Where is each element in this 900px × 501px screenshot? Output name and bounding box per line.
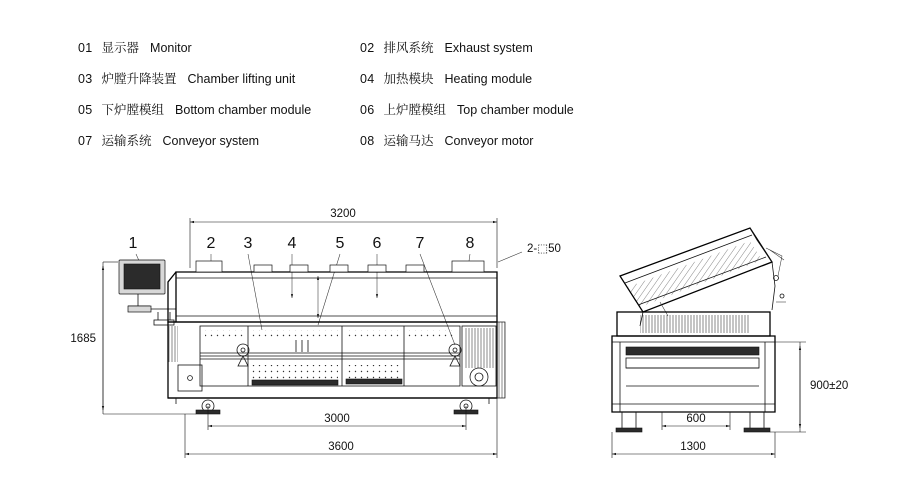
dimension-label-3000: 3000	[324, 413, 350, 425]
side-cabinet	[612, 294, 786, 432]
legend-label-en: Chamber lifting unit	[187, 72, 296, 86]
legend-label-cn: 下炉膛模组	[101, 103, 165, 117]
dimension-label-900: 900±20	[810, 380, 849, 392]
legend-row	[78, 71, 698, 87]
dimension-1300	[612, 432, 775, 458]
dimension-3600	[185, 398, 497, 458]
dimension-label-3200: 3200	[330, 208, 356, 220]
legend-number: 05	[78, 103, 93, 117]
furnace-body	[168, 261, 505, 414]
legend-label-en: Heating module	[444, 72, 533, 86]
callout-8: 8	[465, 235, 475, 252]
legend-label-cn: 加热模块	[383, 72, 434, 86]
legend-label-cn: 排风系统	[383, 41, 434, 55]
legend-label-en: Top chamber module	[457, 103, 574, 117]
legend-label-en: Conveyor system	[162, 134, 260, 148]
legend-item-02	[360, 40, 680, 56]
legend-row	[78, 133, 698, 149]
legend-item-04	[360, 71, 680, 87]
legend-item-07	[78, 133, 360, 149]
dimension-label-3600: 3600	[328, 441, 354, 453]
legend-block	[78, 40, 698, 164]
callout-5: 5	[335, 235, 345, 252]
technical-drawing	[0, 190, 900, 490]
callout-1: 1	[128, 235, 138, 252]
legend-label-cn: 运输马达	[383, 134, 434, 148]
legend-number: 04	[360, 72, 375, 86]
legend-number: 02	[360, 41, 375, 55]
dimension-label-600: 600	[686, 413, 706, 425]
legend-label-cn: 显示器	[101, 41, 140, 55]
callout-6: 6	[372, 235, 382, 252]
tilted-top-chamber	[620, 228, 784, 312]
callout-7: 7	[415, 235, 425, 252]
callout-2: 2	[206, 235, 216, 252]
legend-label-en: Bottom chamber module	[175, 103, 312, 117]
legend-number: 07	[78, 134, 93, 148]
dimension-3000	[208, 406, 466, 430]
dimension-label-1300: 1300	[680, 441, 706, 453]
legend-number: 01	[78, 41, 93, 55]
side-view	[612, 228, 848, 458]
legend-label-cn: 上炉膛模组	[383, 103, 447, 117]
legend-label-en: Conveyor motor	[444, 134, 534, 148]
legend-label-cn: 炉膛升降装置	[101, 72, 177, 86]
callout-4: 4	[287, 235, 297, 252]
callout-3: 3	[243, 235, 253, 252]
bolt-note	[498, 243, 561, 262]
legend-item-01	[78, 40, 360, 56]
legend-row	[78, 102, 698, 118]
dimension-900	[770, 342, 848, 432]
legend-row	[78, 40, 698, 56]
legend-item-06	[360, 102, 680, 118]
bolt-note-label: 2-⬚50	[527, 243, 561, 255]
legend-number: 06	[360, 103, 375, 117]
legend-item-05	[78, 102, 360, 118]
legend-item-03	[78, 71, 360, 87]
legend-number: 08	[360, 134, 375, 148]
legend-number: 03	[78, 72, 93, 86]
dimension-label-1685: 1685	[70, 333, 96, 345]
legend-label-en: Monitor	[150, 41, 192, 55]
legend-item-08	[360, 133, 680, 149]
front-view	[70, 208, 560, 458]
bottom-chamber	[617, 312, 770, 336]
legend-label-en: Exhaust system	[444, 41, 533, 55]
legend-label-cn: 运输系统	[101, 134, 152, 148]
dimension-600	[662, 412, 730, 430]
